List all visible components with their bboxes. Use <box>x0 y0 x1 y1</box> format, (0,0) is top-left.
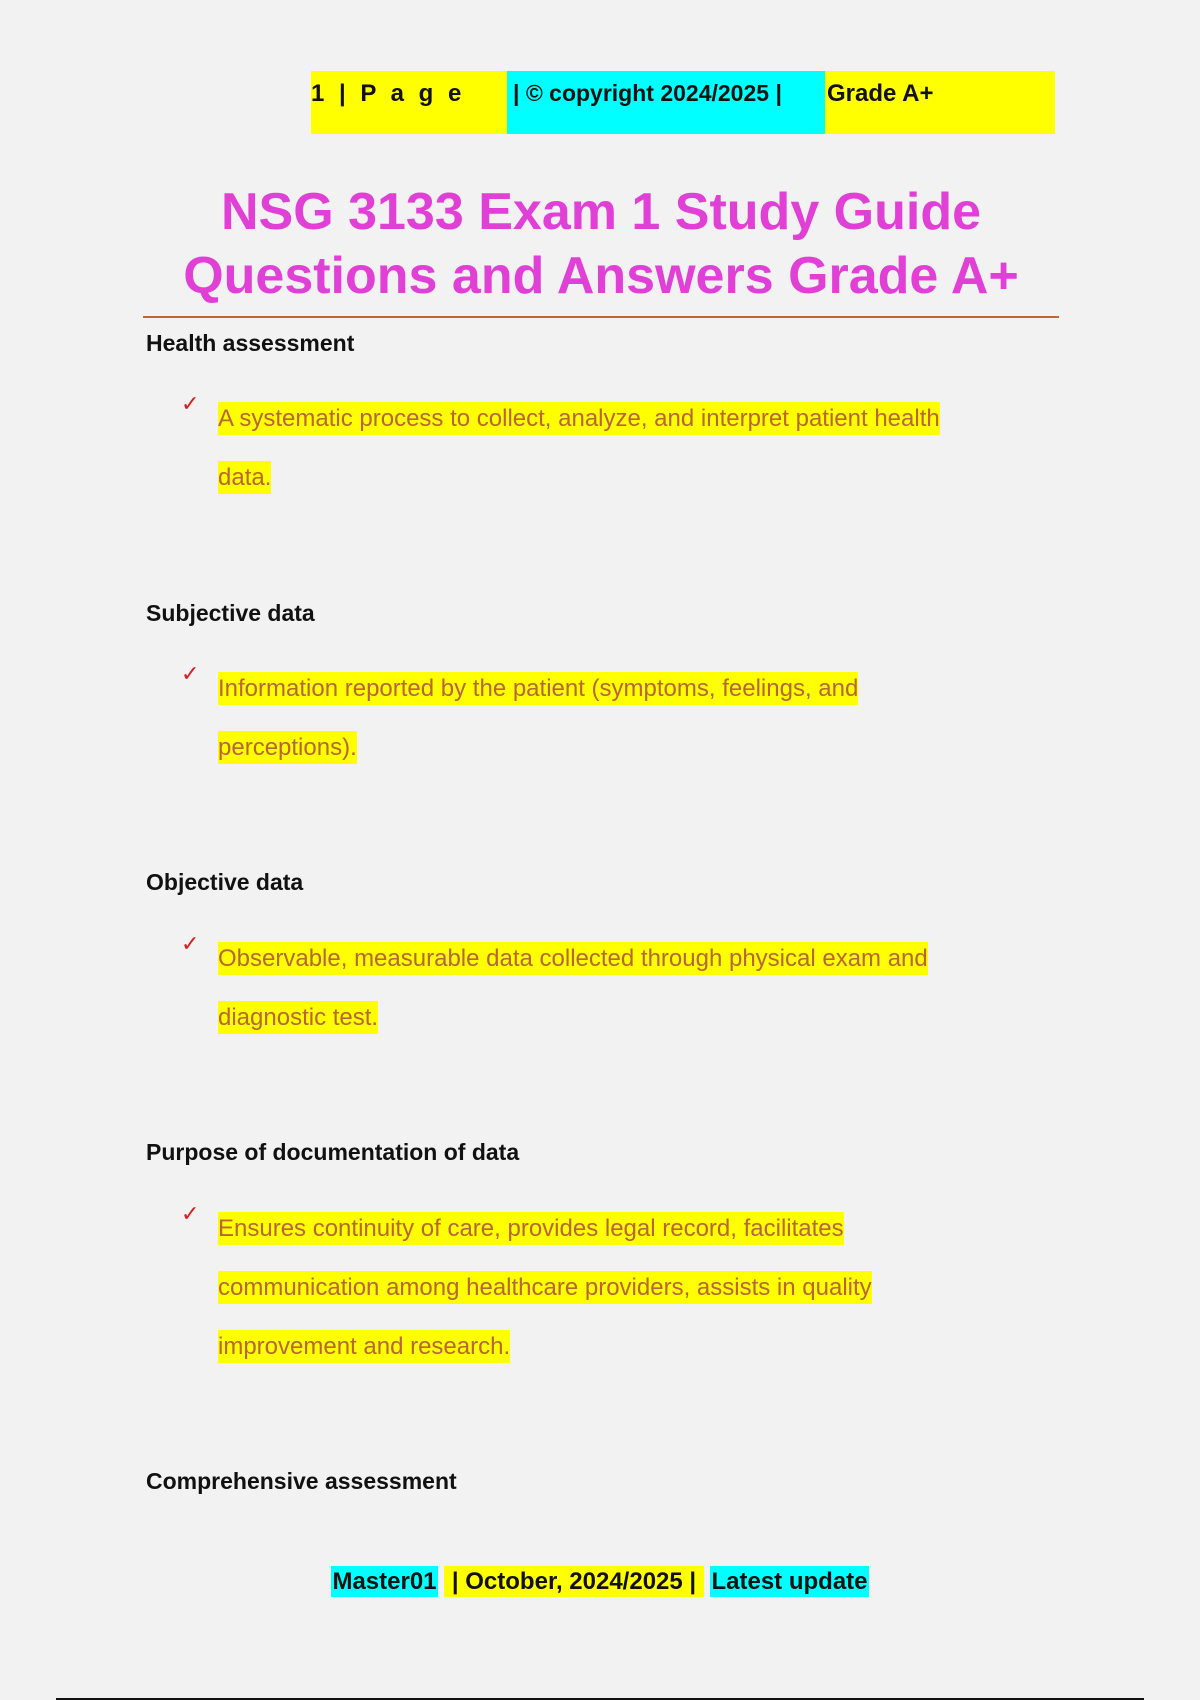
checkmark-icon: ✓ <box>181 391 200 416</box>
answer-text <box>218 659 1061 777</box>
checkmark-icon: ✓ <box>181 661 200 686</box>
copyright-label: | © copyright 2024/2025 | <box>507 71 825 134</box>
answer-subjective-data <box>181 659 1061 777</box>
checkmark-icon: ✓ <box>181 1201 200 1226</box>
page-header <box>311 71 1055 134</box>
answer-health-assessment <box>181 389 1061 507</box>
document-title <box>145 180 1057 308</box>
title-line-2: Questions and Answers Grade A+ <box>183 247 1019 305</box>
section-heading-comprehensive-assessment: Comprehensive assessment <box>146 1468 457 1494</box>
answer-line: improvement and research. <box>218 1330 510 1363</box>
footer-separator-glyph: | <box>451 1568 459 1595</box>
footer-date: October, 2024/2025 <box>465 1568 683 1595</box>
section-heading-health-assessment: Health assessment <box>146 330 355 356</box>
section-heading-subjective-data: Subjective data <box>146 600 315 626</box>
footer-status: Latest update <box>711 1568 868 1595</box>
answer-objective-data <box>181 929 1061 1047</box>
answer-line: A systematic process to collect, analyze, and interpret patient health <box>218 402 940 435</box>
answer-line: data. <box>218 461 271 494</box>
answer-line: diagnostic test. <box>218 1001 378 1034</box>
title-divider <box>143 316 1059 318</box>
footer-author: Master01 <box>332 1568 437 1595</box>
answer-line: Observable, measurable data collected through physical exam and <box>218 942 928 975</box>
answer-text <box>218 389 1061 507</box>
answer-text <box>218 1199 1061 1376</box>
title-line-1: NSG 3133 Exam 1 Study Guide <box>220 183 982 241</box>
answer-line: perceptions). <box>218 731 357 764</box>
page-number-label: 1 | P a g e <box>311 71 507 134</box>
footer-separator <box>444 1566 704 1597</box>
answer-line: Information reported by the patient (symptoms, feelings, and <box>218 672 858 705</box>
section-heading-objective-data: Objective data <box>146 869 304 895</box>
grade-label: Grade A+ <box>825 71 1055 134</box>
answer-line: Ensures continuity of care, provides legal record, facilitates <box>218 1212 844 1245</box>
answer-purpose-of-documentation <box>181 1199 1061 1376</box>
answer-text <box>218 929 1061 1047</box>
footer-separator-glyph: | <box>689 1568 697 1595</box>
page-footer <box>0 1568 1200 1596</box>
section-heading-purpose-of-documentation: Purpose of documentation of data <box>146 1139 520 1165</box>
answer-line: communication among healthcare providers, assists in quality <box>218 1271 872 1304</box>
checkmark-icon: ✓ <box>181 931 200 956</box>
